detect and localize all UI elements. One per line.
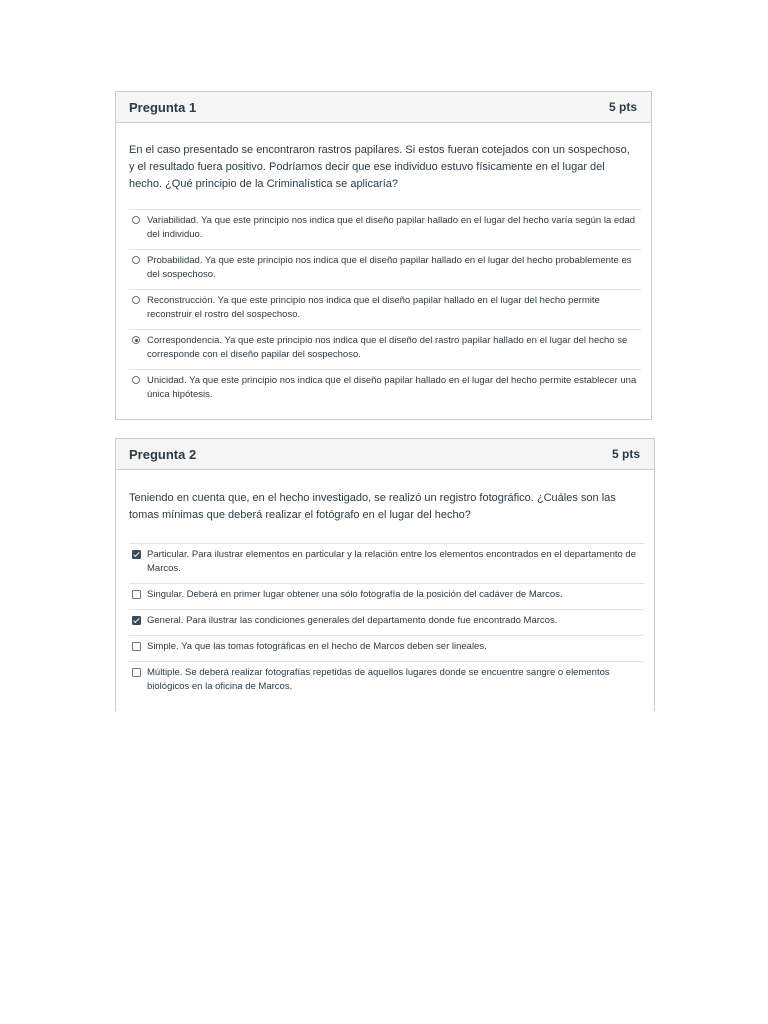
answer-label: Reconstrucción. Ya que este principio nos indica que el diseño papilar hallado en el lugar del hecho permite reconstruir el rostro del sospechoso. [147,295,600,320]
answer-option[interactable] [129,636,644,662]
answer-label: Variabilidad. Ya que este principio nos indica que el diseño papilar hallado en el lugar del hecho varía según la edad del individuo. [147,215,636,240]
answer-option[interactable] [129,370,641,410]
answer-option[interactable] [129,330,641,370]
answer-label: Probabilidad. Ya que este principio nos indica que el diseño papilar hallado en el lugar del hecho probablemente es del sospechoso. [147,255,632,280]
radio-button[interactable] [132,296,140,304]
answer-label: Singular. Deberá en primer lugar obtener una sólo fotografía de la posición del cadáver de Marcos. [147,589,563,600]
radio-button[interactable] [132,256,140,264]
question-1-header [116,92,651,123]
question-1-answers [129,209,641,410]
radio-button-selected[interactable] [132,336,140,344]
question-2-answers [129,543,644,702]
answer-option[interactable] [129,584,644,610]
checkbox[interactable] [132,642,141,651]
radio-button[interactable] [132,376,140,384]
answer-option[interactable] [129,290,641,330]
question-1-text: En el caso presentado se encontraron rastros papilares. Si estos fueran cotejados con un sospechoso, y el resultado fuera positivo. Podríamos decir que ese individuo estuvo físicamente en el lugar del hecho. ¿Qué principio de la Criminalística se aplicaría? [129,144,630,190]
question-1-points: 5 pts [608,100,637,114]
checkbox[interactable] [132,590,141,599]
answer-option[interactable] [129,662,644,702]
answer-option[interactable] [129,610,644,636]
question-2-text: Teniendo en cuenta que, en el hecho investigado, se realizó un registro fotográfico. ¿Cuáles son las tomas mínimas que deberá realizar el fotógrafo en el lugar del hecho? [129,492,616,521]
answer-option[interactable] [129,210,641,250]
answer-label: Particular. Para ilustrar elementos en particular y la relación entre los elementos encontrados en el departamento de Marcos. [147,549,636,574]
answer-label: Simple. Ya que las tomas fotográficas en el hecho de Marcos deben ser lineales. [147,641,487,652]
answer-label: Correspondencia. Ya que este principio nos indica que el diseño del rastro papilar hallado en el lugar del hecho se corresponde con el diseño papilar del sospechoso. [147,335,628,360]
answer-label: General. Para ilustrar las condiciones generales del departamento donde fue encontrado Marcos. [147,615,558,626]
question-2-title: Pregunta 2 [129,446,197,462]
question-1-title: Pregunta 1 [129,99,197,115]
answer-option[interactable] [129,544,644,584]
checkbox-checked[interactable] [132,550,141,559]
answer-label: Unicidad. Ya que este principio nos indica que el diseño papilar hallado en el lugar del hecho permite establecer una única hipótesis. [147,375,637,400]
checkbox-checked[interactable] [132,616,141,625]
question-1-card [115,91,652,420]
question-2-header [116,439,654,470]
answer-label: Múltiple. Se deberá realizar fotografías repetidas de aquellos lugares donde se encuentre sangre o elementos biológicos en la oficina de Marcos. [147,667,610,692]
question-2-card [115,438,655,711]
question-2-points: 5 pts [611,447,640,461]
checkbox[interactable] [132,668,141,677]
answer-option[interactable] [129,250,641,290]
radio-button[interactable] [132,216,140,224]
